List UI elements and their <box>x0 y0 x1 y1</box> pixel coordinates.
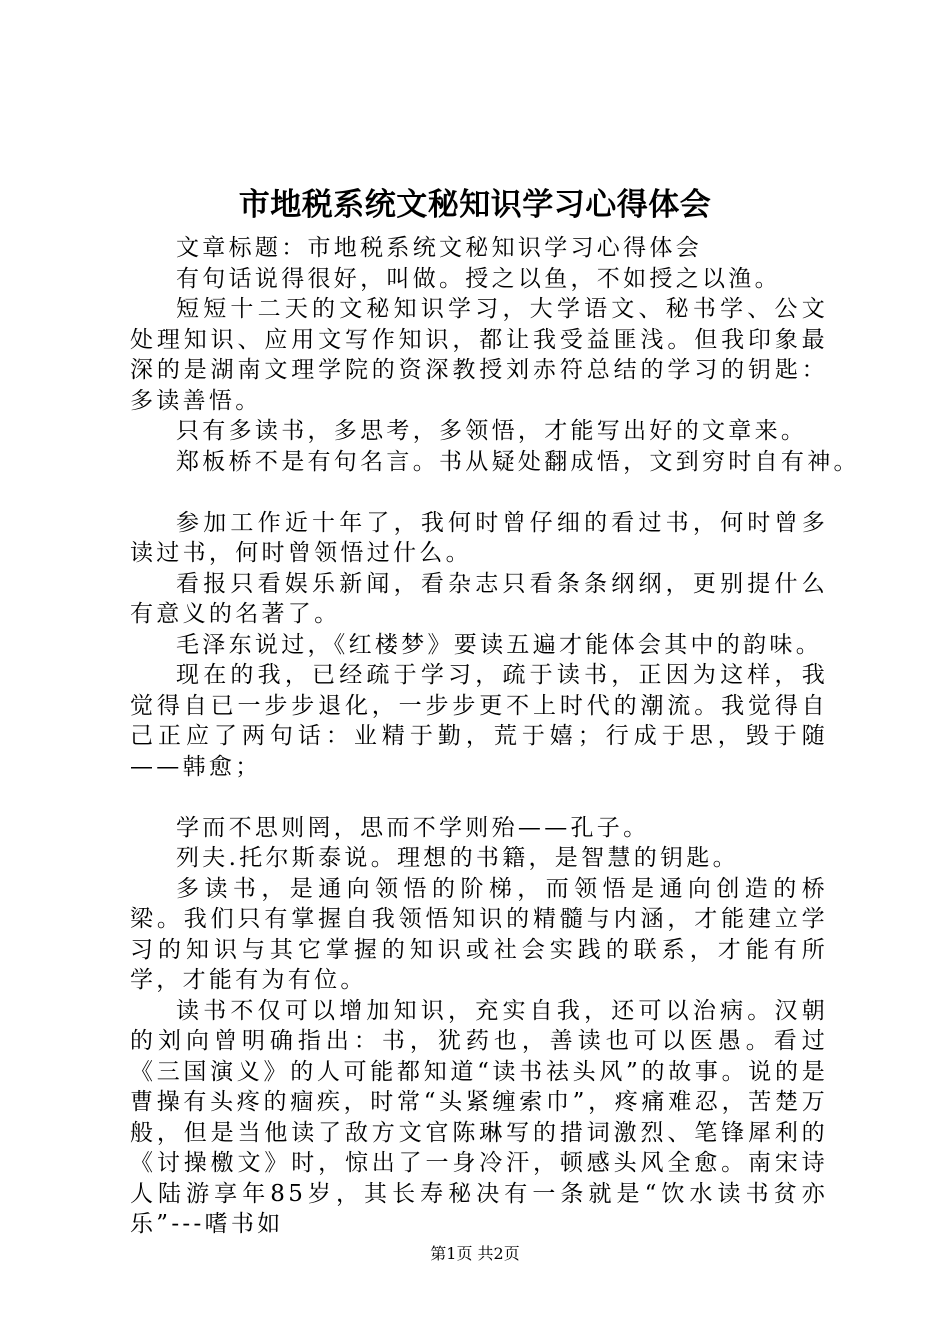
paragraph-read-think: 只有多读书，多思考，多领悟，才能写出好的文章来。 <box>176 418 808 444</box>
paragraph-mao-quote: 毛泽东说过，《红楼梦》要读五遍才能体会其中的韵味。 <box>176 631 822 658</box>
paragraph-zheng-banqiao: 郑板桥不是有句名言。书从疑处翻成悟，文到穷时自有神。 <box>176 448 860 475</box>
paragraph-article-title: 文章标题：市地税系统文秘知识学习心得体会 <box>176 235 702 261</box>
paragraph-work-years: 参加工作近十年了，我何时曾仔细的看过书，何时曾多读过书，何时曾领悟过什么。 <box>130 509 828 566</box>
paragraph-news-magazines: 看报只看娱乐新闻，看杂志只看条条纲纲，更别提什么有意义的名著了。 <box>130 570 828 627</box>
paragraph-reading-ladder: 多读书，是通向领悟的阶梯，而领悟是通向创造的桥梁。我们只有掌握自我领悟知识的精髓与内涵，才能建立学习的知识与其它掌握的知识或社会实践的联系，才能有所学，才能有为有位。 <box>130 875 828 993</box>
paragraph-confucius-quote: 学而不思则罔，思而不学则殆——孔子。 <box>176 814 650 841</box>
paragraph-spacer <box>130 477 828 508</box>
paragraph-self-reflection: 现在的我，已经疏于学习，疏于读书，正因为这样，我觉得自已一步步退化，一步步更不上时代的潮流。我觉得自己正应了两句话：业精于勤，荒于嬉；行成于思，毁于随——韩愈； <box>130 662 828 780</box>
paragraph-tolstoy-quote: 列夫.托尔斯泰说。理想的书籍，是智慧的钥匙。 <box>176 845 739 871</box>
paragraph-reading-cures: 读书不仅可以增加知识，充实自我，还可以治病。汉朝的刘向曾明确指出：书，犹药也，善读也可以医愚。看过《三国演义》的人可能都知道“读书祛头风”的故事。说的是曹操有头疼的痼疾，时常“头紧缠索巾”，疼痛难忍，苦楚万般，但是当他读了敌方文官陈琳写的措词激烈、笔锋犀利的《讨操檄文》时，惊出了一身冷汗，顿感头风全愈。南宋诗人陆游享年85岁，其长寿秘决有一条就是“饮水读书贫亦乐”---嗜书如 <box>130 997 828 1237</box>
paragraph-training-summary: 短短十二天的文秘知识学习，大学语文、秘书学、公文处理知识、应用文写作知识，都让我受益匪浅。但我印象最深的是湖南文理学院的资深教授刘赤符总结的学习的钥匙：多读善悟。 <box>130 296 828 414</box>
paragraph-spacer <box>130 782 828 813</box>
page-footer: 第1页 共2页 <box>430 1244 520 1263</box>
paragraph-proverb: 有句话说得很好，叫做。授之以鱼，不如授之以渔。 <box>176 265 781 292</box>
document-title: 市地税系统文秘知识学习心得体会 <box>238 187 712 223</box>
document-body <box>130 233 860 1240</box>
